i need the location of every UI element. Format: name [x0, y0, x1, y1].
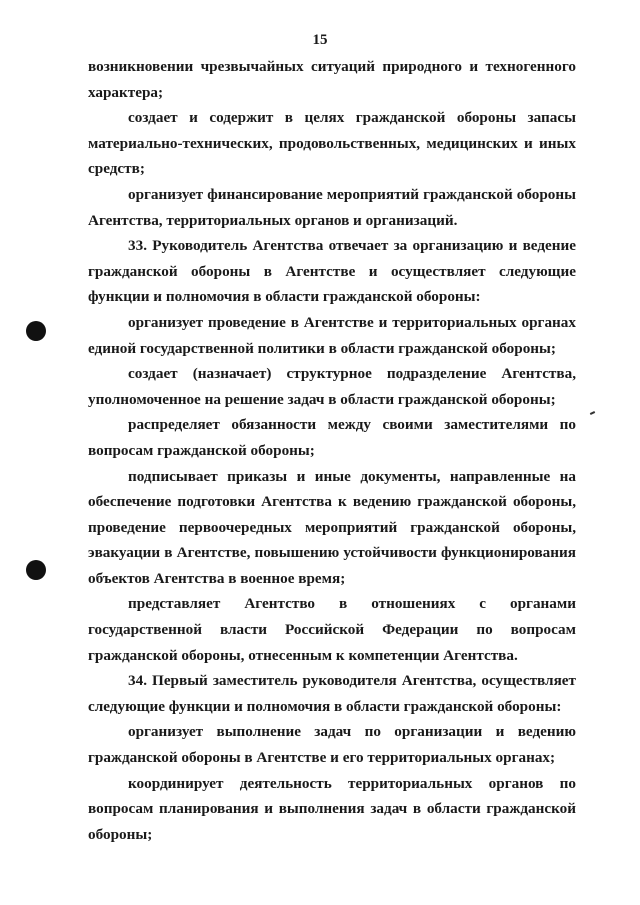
paragraph-section-33: 33. Руководитель Агентства отвечает за организацию и ведение гражданской обороны в Агентстве и осуществляет следующие функции и полномочия в области гражданской обороны:	[88, 237, 576, 306]
punch-hole-upper	[26, 321, 46, 341]
scan-mark	[590, 411, 595, 415]
paragraph: создает (назначает) структурное подразделение Агентства, уполномоченное на решение задач в области гражданской обороны;	[88, 365, 576, 408]
paragraph: представляет Агентство в отношениях с органами государственной власти Российской Федерации по вопросам гражданской обороны, отнесенным к компетенции Агентства.	[88, 595, 576, 664]
page-number: 15	[312, 32, 328, 48]
paragraph: координирует деятельность территориальных органов по вопросам планирования и выполнения задач в области гражданской обороны;	[88, 774, 576, 843]
paragraph-continuation: возникновении чрезвычайных ситуаций природного и техногенного характера;	[88, 58, 576, 101]
punch-hole-lower	[26, 560, 46, 580]
document-body	[88, 54, 576, 847]
paragraph: создает и содержит в целях гражданской обороны запасы материально-технических, продовольственных, медицинских и иных средств;	[88, 109, 576, 178]
paragraph-section-34: 34. Первый заместитель руководителя Агентства, осуществляет следующие функции и полномочия в области гражданской обороны:	[88, 672, 576, 715]
paragraph: подписывает приказы и иные документы, направленные на обеспечение подготовки Агентства к ведению гражданской обороны, проведение первоочередных мероприятий гражданской обороны, эвакуации в Агентстве, повышению устойчивости функционирования объектов Агентства в военное время;	[88, 467, 576, 587]
paragraph: организует финансирование мероприятий гражданской обороны Агентства, территориальных органов и организаций.	[88, 185, 576, 229]
paragraph: распределяет обязанности между своими заместителями по вопросам гражданской обороны;	[88, 416, 576, 459]
paragraph: организует выполнение задач по организации и ведению гражданской обороны в Агентстве и его территориальных органах;	[88, 723, 576, 767]
paragraph: организует проведение в Агентстве и территориальных органах единой государственной политики в области гражданской обороны;	[88, 313, 576, 357]
